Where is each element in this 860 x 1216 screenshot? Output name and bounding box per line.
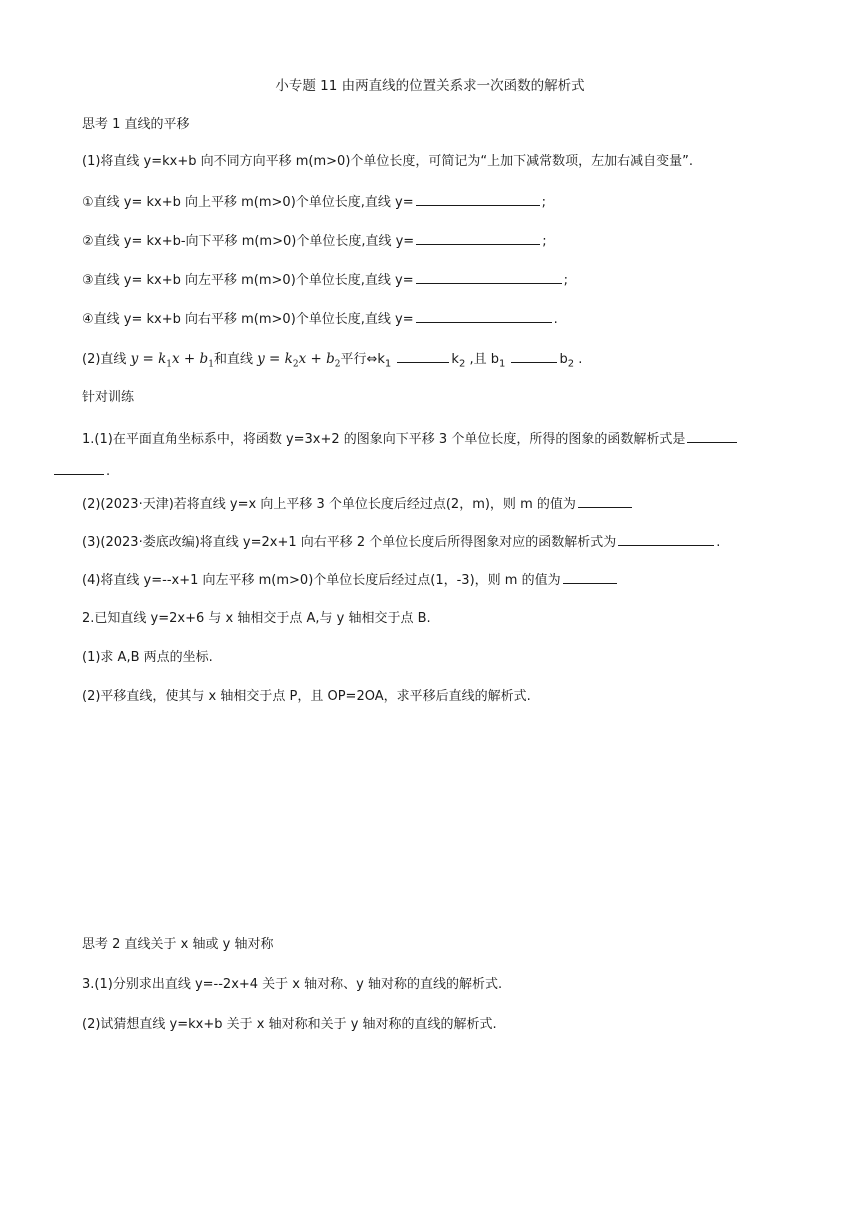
question-1-1-end: . xyxy=(106,464,111,479)
b2-text: b xyxy=(559,352,568,367)
answer-blank[interactable] xyxy=(397,349,449,363)
question-2-1: (1)求 A,B 两点的坐标. xyxy=(82,650,213,665)
section1-heading: 思考 1 直线的平移 xyxy=(82,117,190,132)
period: . xyxy=(553,312,558,327)
question-1-1-text: 1.(1)在平面直角坐标系中，将函数 y=3x+2 的图象向下平移 3 个单位长度，所得的图象的函数解析式是 xyxy=(82,432,686,447)
parallel-iff: 平行⇔k xyxy=(340,352,385,367)
semicolon: ; xyxy=(563,273,569,288)
section1-intro: (1)将直线 y=kx+b 向不同方向平移 m(m>0)个单位长度，可简记为“上加下减常数项，左加右减自变量”. xyxy=(82,154,694,169)
question-1-4-text: (4)将直线 y=--x+1 向左平移 m(m>0)个单位长度后经过点(1，-3)，则 m 的值为 xyxy=(82,573,561,588)
answer-blank[interactable] xyxy=(511,349,557,363)
question-1-2 xyxy=(82,494,634,515)
item4 xyxy=(82,309,558,330)
question-1-1 xyxy=(82,429,739,450)
question-1-3 xyxy=(82,532,720,553)
question-1-4 xyxy=(82,570,619,591)
parallel-prefix: (2)直线 xyxy=(82,352,127,367)
answer-blank[interactable] xyxy=(578,494,632,508)
item3 xyxy=(82,270,568,291)
semicolon: ; xyxy=(541,195,547,210)
practice-heading: 针对训练 xyxy=(82,390,135,405)
question-1-1-continued xyxy=(52,461,110,482)
answer-blank[interactable] xyxy=(618,532,714,546)
question-1-3-end: . xyxy=(716,535,721,550)
question-2: 2.已知直线 y=2x+6 与 x 轴相交于点 A,与 y 轴相交于点 B. xyxy=(82,611,431,626)
answer-blank[interactable] xyxy=(54,461,104,475)
k2-text: k xyxy=(451,352,459,367)
answer-blank[interactable] xyxy=(416,231,540,245)
answer-blank[interactable] xyxy=(687,429,737,443)
b1-sub: 1 xyxy=(498,358,506,370)
answer-blank[interactable] xyxy=(416,192,540,206)
and-b: ,且 b xyxy=(465,352,499,367)
item4-text: ④直线 y= kx+b 向右平移 m(m>0)个单位长度,直线 y= xyxy=(82,312,414,327)
k2-sub: 2 xyxy=(458,358,466,370)
parallel-condition xyxy=(82,349,582,375)
end-dot: . xyxy=(574,352,583,367)
question-1-2-text: (2)(2023·天津)若将直线 y=x 向上平移 3 个单位长度后经过点(2，m)，则 m 的值为 xyxy=(82,497,576,512)
semicolon: ; xyxy=(542,234,547,249)
k1-sub: 1 xyxy=(384,358,392,370)
answer-blank[interactable] xyxy=(416,309,552,323)
question-3-2: (2)试猜想直线 y=kx+b 关于 x 轴对称和关于 y 轴对称的直线的解析式. xyxy=(82,1017,497,1032)
equation-2: $y = k_2x + b_2$ xyxy=(257,351,341,370)
question-3-1: 3.(1)分别求出直线 y=--2x+4 关于 x 轴对称、y 轴对称的直线的解析式. xyxy=(82,977,503,992)
page-title: 小专题 11 由两直线的位置关系求一次函数的解析式 xyxy=(275,78,585,94)
parallel-and: 和直线 xyxy=(213,352,253,367)
answer-blank[interactable] xyxy=(416,270,562,284)
item2-text: ②直线 y= kx+b-向下平移 m(m>0)个单位长度,直线 y= xyxy=(82,234,415,249)
b2-sub: 2 xyxy=(567,358,575,370)
section2-heading: 思考 2 直线关于 x 轴或 y 轴对称 xyxy=(82,937,274,952)
item1-text: ①直线 y= kx+b 向上平移 m(m>0)个单位长度,直线 y= xyxy=(82,195,414,210)
equation-1: $y = k_1x + b_1$ xyxy=(130,351,214,370)
question-2-2: (2)平移直线，使其与 x 轴相交于点 P，且 OP=2OA，求平移后直线的解析式. xyxy=(82,689,531,704)
item3-text: ③直线 y= kx+b 向左平移 m(m>0)个单位长度,直线 y= xyxy=(82,273,414,288)
answer-blank[interactable] xyxy=(563,570,617,584)
item2 xyxy=(82,231,547,252)
item1 xyxy=(82,192,546,213)
question-1-3-text: (3)(2023·娄底改编)将直线 y=2x+1 向右平移 2 个单位长度后所得图象对应的函数解析式为 xyxy=(82,535,617,550)
